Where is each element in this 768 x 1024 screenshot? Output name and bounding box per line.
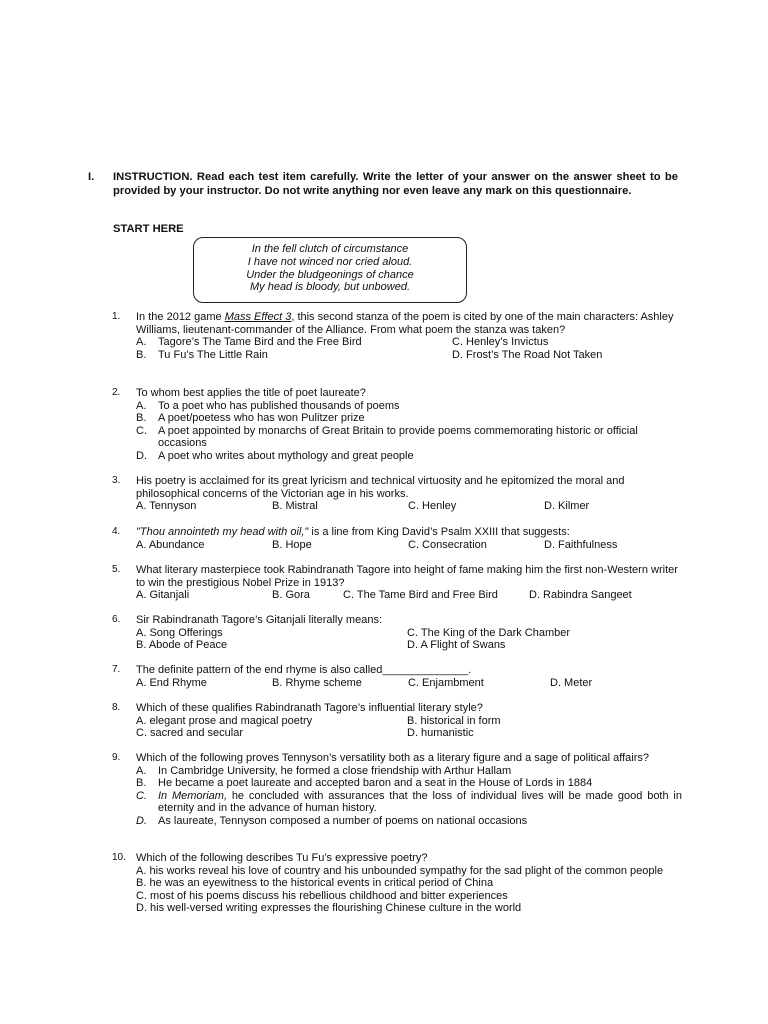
instruction-block bbox=[88, 171, 678, 198]
game-title: Mass Effect 3 bbox=[224, 311, 292, 323]
question-number: 1. bbox=[112, 311, 121, 322]
question-text bbox=[136, 526, 682, 539]
question-number: 6. bbox=[112, 614, 121, 625]
option-b bbox=[136, 412, 682, 425]
option-text: He became a poet laureate and accepted baron and a seat in the House of Lords in 1884 bbox=[158, 777, 593, 790]
question-1 bbox=[112, 311, 682, 361]
question-3 bbox=[112, 475, 682, 513]
option-a: A. Gitanjali bbox=[136, 589, 190, 602]
option-d: D. Faithfulness bbox=[544, 538, 618, 551]
question-text-part: , this second stanza of the poem is cited by one of the main characters: Ashley Williams, lieutenant-commander of the Alliance. From what poem the stanza was taken? bbox=[136, 311, 674, 336]
question-text: Sir Rabindranath Tagore’s Gitanjali literally means: bbox=[136, 614, 382, 626]
option-letter: C. bbox=[136, 789, 147, 802]
question-number: 8. bbox=[112, 702, 121, 713]
option-letter: A. bbox=[136, 399, 147, 412]
option-b: B. he was an eyewitness to the historical events in critical period of China bbox=[136, 877, 494, 890]
option-b: B. Gora bbox=[272, 589, 310, 602]
option-d: D. A Flight of Swans bbox=[407, 639, 506, 652]
option-letter: C. bbox=[136, 424, 147, 437]
option-d: D. Frost’s The Road Not Taken bbox=[452, 348, 603, 361]
section-number: I. bbox=[88, 171, 95, 183]
option-b: B. historical in form bbox=[407, 714, 501, 727]
option-c: C. The King of the Dark Chamber bbox=[407, 626, 571, 639]
option-b: B. Hope bbox=[272, 538, 312, 551]
answer-options bbox=[136, 336, 682, 361]
question-text bbox=[136, 311, 682, 336]
option-text: As laureate, Tennyson composed a number of poems on national occasions bbox=[158, 814, 528, 827]
question-text: The definite pattern of the end rhyme is also called______________. bbox=[136, 664, 472, 676]
option-letter: A. bbox=[136, 336, 147, 349]
option-c: C. Consecration bbox=[408, 538, 487, 551]
option-a: A. End Rhyme bbox=[136, 676, 207, 689]
option-a: A. Abundance bbox=[136, 538, 205, 551]
instruction-text: INSTRUCTION. Read each test item carefully. Write the letter of your answer on the answer sheet to be provided by your instructor. Do not write anything nor even leave any mark on this questionnaire. bbox=[113, 171, 678, 197]
option-letter: B. bbox=[136, 412, 147, 425]
option-text: A poet/poetess who has won Pulitzer prize bbox=[158, 412, 365, 425]
option-c bbox=[136, 425, 682, 450]
option-text: A poet who writes about mythology and great people bbox=[158, 449, 414, 462]
option-c: C. most of his poems discuss his rebellious childhood and bitter experiences bbox=[136, 889, 508, 902]
question-number: 2. bbox=[112, 387, 121, 398]
option-d bbox=[136, 450, 682, 463]
option-text: he concluded with assurances that the loss of individual lives will be made good both in eternity and in the advance of human history. bbox=[158, 789, 682, 815]
question-number: 3. bbox=[112, 475, 121, 486]
option-b: B. Abode of Peace bbox=[136, 639, 228, 652]
answer-options bbox=[136, 400, 682, 463]
option-d: D. Meter bbox=[550, 676, 593, 689]
option-c bbox=[136, 790, 682, 815]
option-text: Tu Fu’s The Little Rain bbox=[158, 348, 268, 361]
question-6 bbox=[112, 614, 682, 652]
option-b bbox=[136, 777, 682, 790]
question-4 bbox=[112, 526, 682, 551]
answer-options bbox=[136, 677, 682, 690]
poem-line: Under the bludgeonings of chance bbox=[246, 268, 414, 281]
answer-options bbox=[136, 589, 682, 602]
question-number: 10. bbox=[112, 852, 126, 863]
question-9 bbox=[112, 752, 682, 828]
option-c: C. Henley’s Invictus bbox=[452, 336, 549, 349]
question-text: Which of the following proves Tennyson’s versatility both as a literary figure and a sage of political affairs? bbox=[136, 752, 649, 764]
option-letter: A. bbox=[136, 764, 147, 777]
question-5 bbox=[112, 564, 682, 602]
option-a bbox=[136, 400, 682, 413]
question-text-part: is a line from King David’s Psalm XXIII that suggests: bbox=[308, 526, 570, 538]
question-7 bbox=[112, 664, 682, 689]
option-b: B. Mistral bbox=[272, 500, 318, 513]
answer-options bbox=[136, 627, 682, 652]
option-a: A. Song Offerings bbox=[136, 626, 223, 639]
option-a bbox=[136, 336, 452, 349]
option-c: C. Enjambment bbox=[408, 676, 484, 689]
question-text: His poetry is acclaimed for its great lyricism and technical virtuosity and he epitomized the moral and philosophical concerns of the Victorian age in his works. bbox=[136, 475, 625, 500]
option-c: C. Henley bbox=[408, 500, 457, 513]
option-text: A poet appointed by monarchs of Great Britain to provide poems commemorating historic or official occasions bbox=[158, 424, 638, 450]
question-text: What literary masterpiece took Rabindranath Tagore into height of fame making him the first non-Western writer to win the prestigious Nobel Prize in 1913? bbox=[136, 564, 678, 589]
option-text: To a poet who has published thousands of poems bbox=[158, 399, 400, 412]
option-a: A. elegant prose and magical poetry bbox=[136, 714, 313, 727]
option-letter: B. bbox=[136, 777, 147, 790]
option-text: Tagore’s The Tame Bird and the Free Bird bbox=[158, 336, 362, 349]
option-letter: D. bbox=[136, 814, 147, 827]
poem-stanza-box bbox=[193, 237, 467, 303]
question-text: Which of the following describes Tu Fu’s expressive poetry? bbox=[136, 852, 428, 864]
option-text: In Cambridge University, he formed a close friendship with Arthur Hallam bbox=[158, 764, 512, 777]
question-number: 4. bbox=[112, 526, 121, 537]
answer-options bbox=[136, 500, 682, 513]
option-letter: B. bbox=[136, 348, 147, 361]
question-8 bbox=[112, 702, 682, 740]
option-d: D. humanistic bbox=[407, 727, 474, 740]
poem-line: I have not winced nor cried aloud. bbox=[247, 255, 413, 268]
option-c: C. sacred and secular bbox=[136, 727, 243, 740]
question-number: 5. bbox=[112, 564, 121, 575]
answer-options bbox=[136, 539, 682, 552]
psalm-quote: "Thou annointeth my head with oil," bbox=[136, 526, 309, 538]
question-10 bbox=[112, 852, 682, 915]
option-d: D. Rabindra Sangeet bbox=[529, 589, 632, 602]
poem-title: In Memoriam, bbox=[158, 789, 227, 802]
option-a: A. his works reveal his love of country and his unbounded sympathy for the sad plight of the common people bbox=[136, 864, 664, 877]
option-d: D. Kilmer bbox=[544, 500, 590, 513]
option-a: A. Tennyson bbox=[136, 500, 197, 513]
option-c: C. The Tame Bird and Free Bird bbox=[343, 589, 498, 602]
option-letter: D. bbox=[136, 449, 147, 462]
option-d: D. his well-versed writing expresses the flourishing Chinese culture in the world bbox=[136, 902, 522, 915]
option-a bbox=[136, 765, 682, 778]
question-number: 7. bbox=[112, 664, 121, 675]
question-number: 9. bbox=[112, 752, 121, 763]
option-b: B. Rhyme scheme bbox=[272, 676, 362, 689]
option-d bbox=[136, 815, 682, 828]
question-2 bbox=[112, 387, 682, 463]
question-text-part: In the 2012 game bbox=[136, 311, 225, 323]
start-here-label: START HERE bbox=[113, 223, 184, 235]
answer-options bbox=[136, 715, 682, 740]
question-text: To whom best applies the title of poet laureate? bbox=[136, 387, 366, 399]
poem-line: My head is bloody, but unbowed. bbox=[249, 281, 410, 294]
answer-options bbox=[136, 765, 682, 828]
answer-options bbox=[136, 865, 682, 915]
option-b bbox=[136, 349, 452, 362]
question-text: Which of these qualifies Rabindranath Tagore’s influential literary style? bbox=[136, 702, 483, 714]
poem-line: In the fell clutch of circumstance bbox=[251, 243, 409, 255]
